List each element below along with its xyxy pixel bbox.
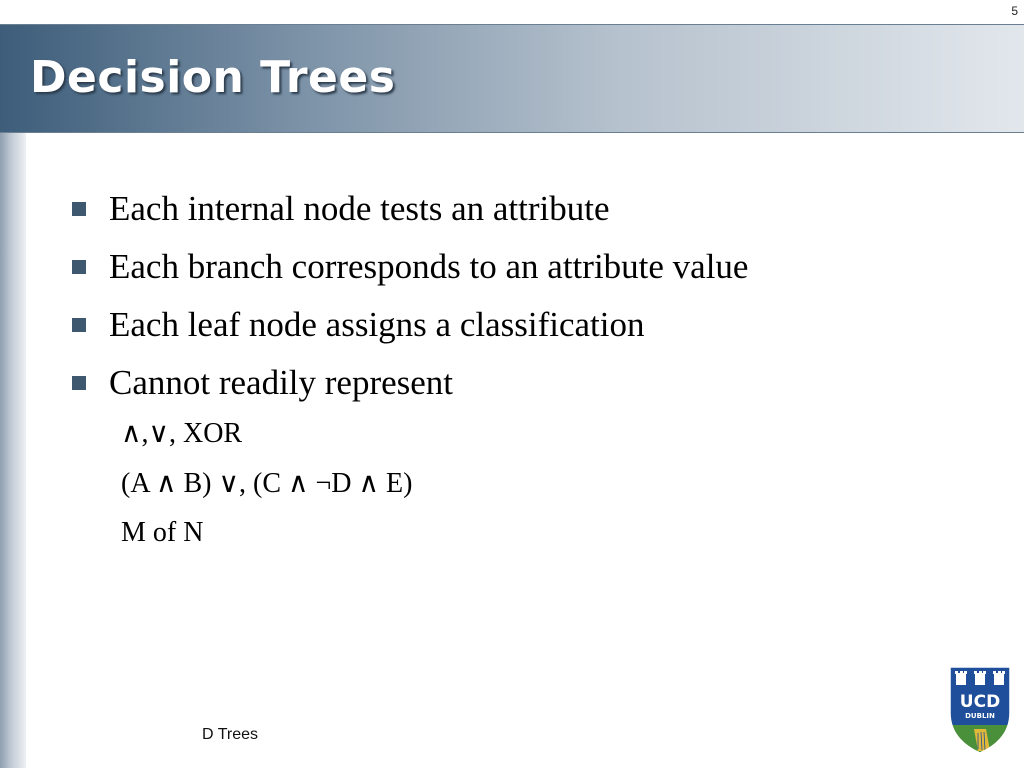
ucd-crest-logo: [948, 665, 1012, 755]
page-number: 5: [1011, 4, 1018, 18]
square-bullet-icon: [72, 202, 86, 216]
castle-icons: [955, 671, 1005, 685]
footer-text: D Trees: [202, 726, 259, 743]
sub-bullet-list: [121, 408, 412, 558]
square-bullet-icon: [72, 260, 86, 274]
bullet-text: Each leaf node assigns a classification: [109, 305, 645, 344]
sub-bullet-text: ∧,∨, XOR: [121, 418, 243, 449]
bullet-item: [72, 354, 748, 412]
logo-ucd-text: UCD: [959, 692, 1001, 712]
sub-bullet-text: (A ∧ B) ∨, (C ∧ ¬D ∧ E): [121, 468, 413, 499]
left-decor-strip: [0, 133, 26, 768]
logo-dublin-text: DUBLIN: [965, 712, 995, 720]
bullet-item: [72, 180, 748, 238]
bullet-item: [72, 238, 748, 296]
square-bullet-icon: [72, 318, 86, 332]
square-bullet-icon: [72, 376, 86, 390]
bullet-list: [72, 180, 748, 412]
bullet-text: Each branch corresponds to an attribute value: [109, 247, 749, 286]
sub-bullet-text: M of N: [121, 517, 204, 548]
bullet-text: Each internal node tests an attribute: [109, 189, 610, 228]
slide-title: Decision Trees: [30, 52, 396, 103]
bullet-item: [72, 296, 748, 354]
bullet-text: Cannot readily represent: [109, 363, 454, 402]
